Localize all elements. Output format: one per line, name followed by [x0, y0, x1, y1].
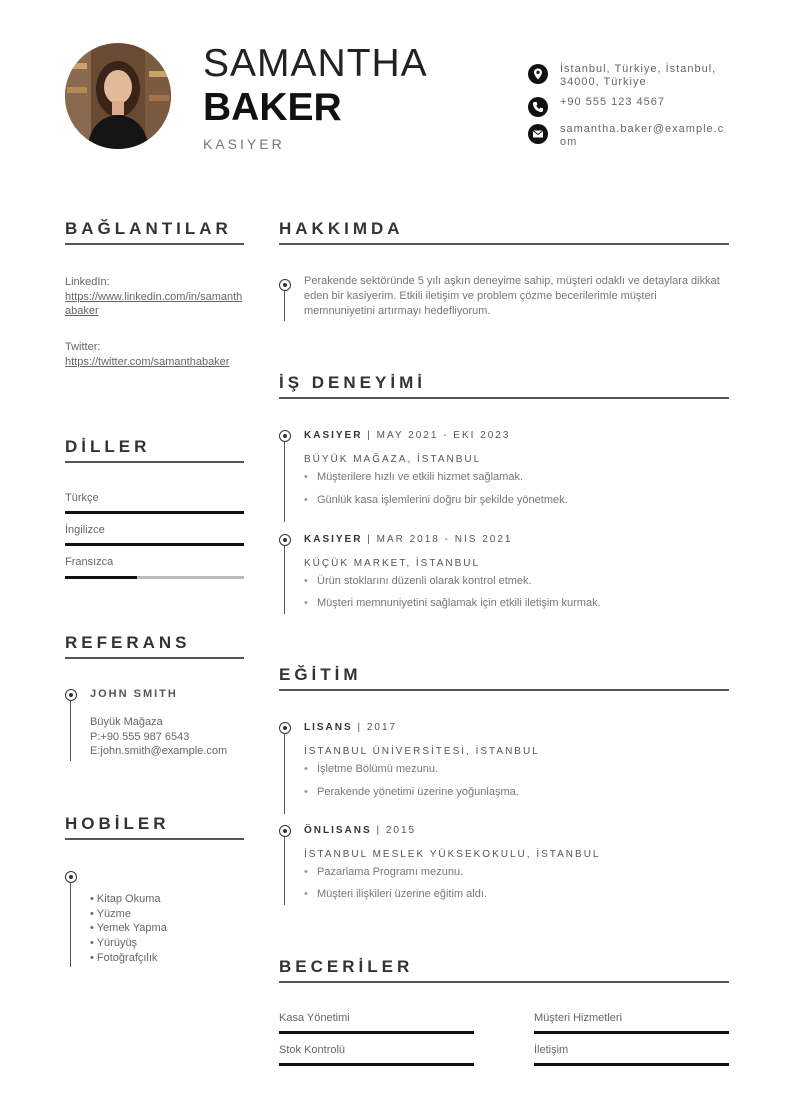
timeline-line — [70, 883, 71, 967]
location-icon — [528, 64, 548, 84]
education-heading: ÖNLISANS | 2015 — [304, 825, 417, 836]
job-company: KÜÇÜK MARKET, İSTANBUL — [304, 558, 481, 569]
job-role: KASIYER — [304, 534, 363, 545]
job-bullet: • Müşterilere hızlı ve etkili hizmet sağlamak. — [304, 471, 524, 483]
skill-bar — [279, 1031, 474, 1034]
timeline-dot-icon — [279, 534, 291, 546]
skill-label: Kasa Yönetimi — [279, 1012, 350, 1024]
education-heading: LISANS | 2017 — [304, 722, 398, 733]
skill-bar — [534, 1031, 729, 1034]
timeline-dot-icon — [65, 871, 77, 883]
timeline-line — [70, 701, 71, 761]
timeline-dot-icon — [279, 279, 291, 291]
skill-label: Müşteri Hizmetleri — [534, 1012, 623, 1024]
profile-photo-illustration — [65, 43, 171, 149]
job-title: KASIYER — [203, 136, 285, 152]
job-heading: KASIYER | MAY 2021 - EKI 2023 — [304, 430, 511, 441]
hobby-item: • Yemek Yapma — [90, 922, 167, 934]
timeline-dot-icon — [65, 689, 77, 701]
reference-phone: P:+90 555 987 6543 — [90, 731, 190, 743]
reference-email: E:john.smith@example.com — [90, 745, 228, 757]
language-name: Türkçe — [65, 492, 99, 504]
language-level-bar — [65, 543, 244, 546]
connections-rule — [65, 243, 244, 245]
education-degree: ÖNLISANS — [304, 825, 372, 836]
hobby-item: • Kitap Okuma — [90, 893, 161, 905]
education-year: 2017 — [366, 722, 398, 733]
linkedin-block — [65, 275, 244, 319]
job-bullet: • Müşteri memnuniyetini sağlamak için etkili iletişim kurmak. — [304, 597, 601, 609]
education-degree: LISANS — [304, 722, 353, 733]
reference-company: Büyük Mağaza — [90, 716, 163, 728]
job-dates: MAY 2021 - EKI 2023 — [376, 430, 511, 441]
connections-title: BAĞLANTILAR — [65, 219, 232, 238]
education-school: İSTANBUL ÜNİVERSİTESİ, İSTANBUL — [304, 746, 540, 757]
education-school: İSTANBUL MESLEK YÜKSEKOKULU, İSTANBUL — [304, 849, 601, 860]
timeline-line — [284, 546, 285, 614]
language-level-bar — [65, 511, 244, 514]
language-level-fill — [65, 576, 137, 579]
skill-label: Stok Kontrolü — [279, 1044, 346, 1056]
job-bullet: • Ürün stoklarını düzenli olarak kontrol etmek. — [304, 575, 532, 587]
reference-name: JOHN SMITH — [90, 688, 178, 700]
education-year: 2015 — [385, 825, 417, 836]
address-text: İstanbul, Türkiye, İstanbul, 34000, Türkiye — [560, 63, 717, 88]
language-level-fill — [65, 511, 244, 514]
twitter-link[interactable]: https://twitter.com/samanthabaker — [65, 355, 230, 368]
email-icon — [528, 124, 548, 144]
hobbies-rule — [65, 838, 244, 840]
education-bullet: • Pazarlama Programı mezunu. — [304, 866, 464, 878]
skill-label: İletişim — [534, 1044, 569, 1056]
timeline-line — [284, 291, 285, 321]
references-rule — [65, 657, 244, 659]
job-bullet: • Günlük kasa işlemlerini doğru bir şekilde yönetmek. — [304, 494, 568, 506]
email-text[interactable]: samantha.baker@example.com — [560, 123, 725, 148]
about-rule — [279, 243, 729, 245]
hobby-item: • Fotoğrafçılık — [90, 952, 158, 964]
hobbies-title: HOBİLER — [65, 814, 170, 833]
job-company: BÜYÜK MAĞAZA, İSTANBUL — [304, 454, 482, 465]
timeline-line — [284, 734, 285, 814]
twitter-block — [65, 340, 244, 369]
education-bullet: • Perakende yönetimi üzerine yoğunlaşma. — [304, 786, 519, 798]
references-title: REFERANS — [65, 633, 191, 652]
skill-bar — [534, 1063, 729, 1066]
linkedin-link[interactable]: https://www.linkedin.com/in/samanthabaker — [65, 290, 243, 317]
timeline-line — [284, 442, 285, 522]
experience-title: İŞ DENEYİMİ — [279, 373, 426, 392]
languages-rule — [65, 461, 244, 463]
last-name: BAKER — [203, 86, 342, 129]
languages-title: DİLLER — [65, 437, 151, 456]
job-heading: KASIYER | MAR 2018 - NIS 2021 — [304, 534, 513, 545]
language-name: Fransızca — [65, 556, 114, 568]
education-bullet: • İşletme Bölümü mezunu. — [304, 763, 439, 775]
education-title: EĞİTİM — [279, 665, 362, 684]
skills-rule — [279, 981, 729, 983]
experience-rule — [279, 397, 729, 399]
job-role: KASIYER — [304, 430, 363, 441]
twitter-label: Twitter: — [65, 341, 101, 353]
phone-text[interactable]: +90 555 123 4567 — [560, 96, 666, 108]
timeline-dot-icon — [279, 825, 291, 837]
hobby-item: • Yürüyüş — [90, 937, 138, 949]
timeline-line — [284, 837, 285, 905]
first-name: SAMANTHA — [203, 42, 428, 85]
linkedin-label: LinkedIn: — [65, 276, 110, 288]
language-level-fill — [65, 543, 244, 546]
phone-icon — [528, 97, 548, 117]
timeline-dot-icon — [279, 722, 291, 734]
profile-photo — [65, 43, 171, 149]
timeline-dot-icon — [279, 430, 291, 442]
skills-title: BECERİLER — [279, 957, 414, 976]
about-title: HAKKIMDA — [279, 219, 404, 238]
skill-bar — [279, 1063, 474, 1066]
education-rule — [279, 689, 729, 691]
language-name: İngilizce — [65, 524, 105, 536]
job-dates: MAR 2018 - NIS 2021 — [376, 534, 513, 545]
language-level-bar — [65, 576, 244, 579]
about-text: Perakende sektöründe 5 yılı aşkın deneyime sahip, müşteri odaklı ve detaylara dikkat eden bir kasiyerim. Etkili iletişim ve problem çözme becerilerimle müşteri memnuniyetini artırmayı hedefliyorum. — [304, 275, 720, 317]
education-bullet: • Müşteri ilişkileri üzerine eğitim aldı. — [304, 888, 487, 900]
hobby-item: • Yüzme — [90, 908, 131, 920]
